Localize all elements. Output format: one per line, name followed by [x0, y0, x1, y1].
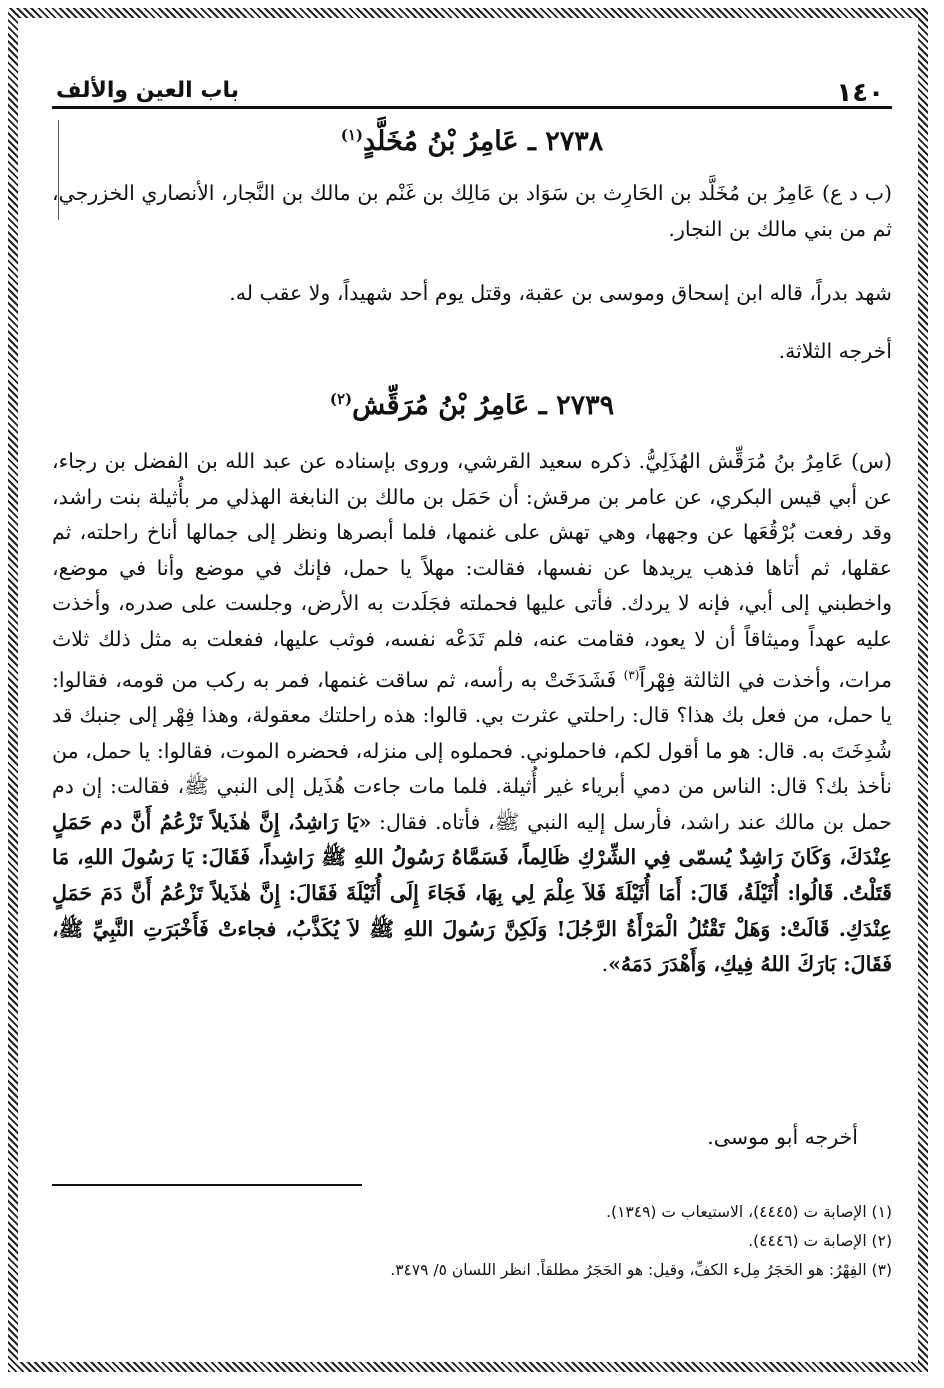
footnote-ref: (٢) [329, 390, 353, 408]
footnotes [52, 1198, 892, 1285]
hadith-quote: «يَا رَاشِدُ، إِنَّ هٰذَيلاً تَزْعُمُ أَنَّ دم حَمَلٍ عِنْدَكَ، وَكَانَ رَاشِدٌ يُسمّى فِي الشِّرْكِ ظَالِماً، فَسَمَّاهُ رَسُولُ اللهِ ﷺ رَاشِداً، فَقَالَ: يَا رَسُولَ اللهِ، مَا قَتَلْتُ. قَالُوا: أُثَيْلَةُ، قَالَ: أَمَا أُثَيْلَةَ فَلاَ عِلْمَ لِي بِهَا، فَجَاءَ إِلَى أُثَيْلَةَ فَقَالَ: إِنَّ هٰذَيلاً تَزْعُمُ أَنَّ دَمَ حَمَلٍ عِنْدَكِ. قَالَتْ: وَهَلْ تَقْتُلُ الْمَرْأَةُ الرَّجُلَ! وَلَكِنَّ رَسُولَ اللهِ ﷺ لاَ يُكَذَّبُ، فجاءتْ فَأَخْبَرَتِ النَّبِيِّ ﷺ، فَقَالَ: بَارَكَ اللهُ فِيكِ، وَأَهْدَرَ دَمَهُ» [52, 809, 892, 977]
body-end: . [601, 952, 609, 977]
footnote-ref: (٣) [623, 667, 640, 682]
entry-title-2739 [52, 390, 892, 421]
entry-2738-lineage: (ب د ع) عَامِرُ بن مُخَلَّد بن الحَارِث بن سَوَاد بن مَالِك بن غَنْم بن مالك بن النَّجار، الأنصاري الخزرجي، ثم من بني مالك بن النجار. [52, 181, 892, 241]
header-rule [52, 106, 892, 109]
entry-2739-body [52, 444, 892, 983]
body-text: (س) عَامِرُ بنُ مُرَقِّش الهُذَلِيُّ. ذكره سعيد القرشي، وروى بإسناده عن عبد الله بن الفضل بن رجاء، عن أبي قيس البكري، عن عامر بن مرقش: أن حَمَل بن مالك بن النابغة الهذلي مر بأُثيلة بنت راشد، وقد رفعت بُرْقُعَها عن وجهها، وهي تهش على غنمها، فلما أبصرها ونظر إلى جمالها أناخ راحلته، ثم عقلها، ثم أتاها فذهب يريدها عن نفسها، فقالت: مهلاً يا حمل، فإنك في موضع وأنا في موضع، واخطبني إلى أبي، فإنه لا يردك. فأتى عليها فحملته فجَلَدت به الأرض، وجلست على صدره، وأخذت عليه عهداً وميثاقاً أن لا يعود، فقامت عنه، فلم تَدَعْه نفسه، فوثب عليها، ففعلت به مثل ذلك ثلاث مرات، وأخذت في الثالثة فِهْراً [52, 449, 892, 692]
entry-title-text: ٢٧٣٩ ـ عَامِرُ بْنُ مُرَقِّش [352, 390, 615, 421]
chapter-title: باب العين والألف [56, 78, 240, 103]
footnote-rule [52, 1184, 362, 1186]
footnote-2: (٢) الإصابة ت (٤٤٤٦). [748, 1232, 892, 1250]
footnote-1: (١) الإصابة ت (٤٤٤٥)، الاستيعاب ت (١٣٤٩). [606, 1203, 892, 1221]
body-text-continued: فَشَدَخَتْ به رأسه، ثم ساقت غنمها، فمر به ركب من قومه، فقالوا: يا حمل، من فعل بك هذا؟ قال: راحلتي عثرت بي. قالوا: هذه راحلتك معقولة، وهذا فِهْر إلى جنبك قد شُدِخَتَ به. قال: هو ما أقول لكم، فاحملوني. فحملوه إلى منزله، فحضره الموت، فقالوا: يا حمل، من نأخذ بك؟ قال: الناس من دمي أبرياء غير أُثيلة. فلما مات جاءت هُذَيل إلى النبي ﷺ، فقالت: إن دم حمل بن مالك عند راشد، فأرسل إليه النبي ﷺ، فأتاه. فقال: [52, 667, 892, 834]
footnote-ref: (١) [340, 126, 363, 144]
footnote-3: (٣) الفِهْرُ: هو الحَجَرُ مِلء الكفِّ، وقيل: هو الحَجَرُ مطلقاً. انظر اللسان ٥/ ٣٤٧٩. [390, 1261, 892, 1279]
entry-title-text: ٢٧٣٨ ـ عَامِرُ بْنُ مُخَلَّدٍ [362, 126, 604, 157]
book-page [52, 62, 892, 1322]
entry-title-2738 [52, 126, 892, 157]
entry-2738-sources: أخرجه الثلاثة. [778, 339, 892, 363]
entry-2739-sources: أخرجه أبو موسى. [707, 1125, 858, 1149]
page-number: ١٤٠ [836, 78, 884, 108]
entry-2738-biography: شهد بدراً، قاله ابن إسحاق وموسى بن عقبة، وقتل يوم أحد شهيداً، ولا عقب له. [229, 281, 892, 305]
